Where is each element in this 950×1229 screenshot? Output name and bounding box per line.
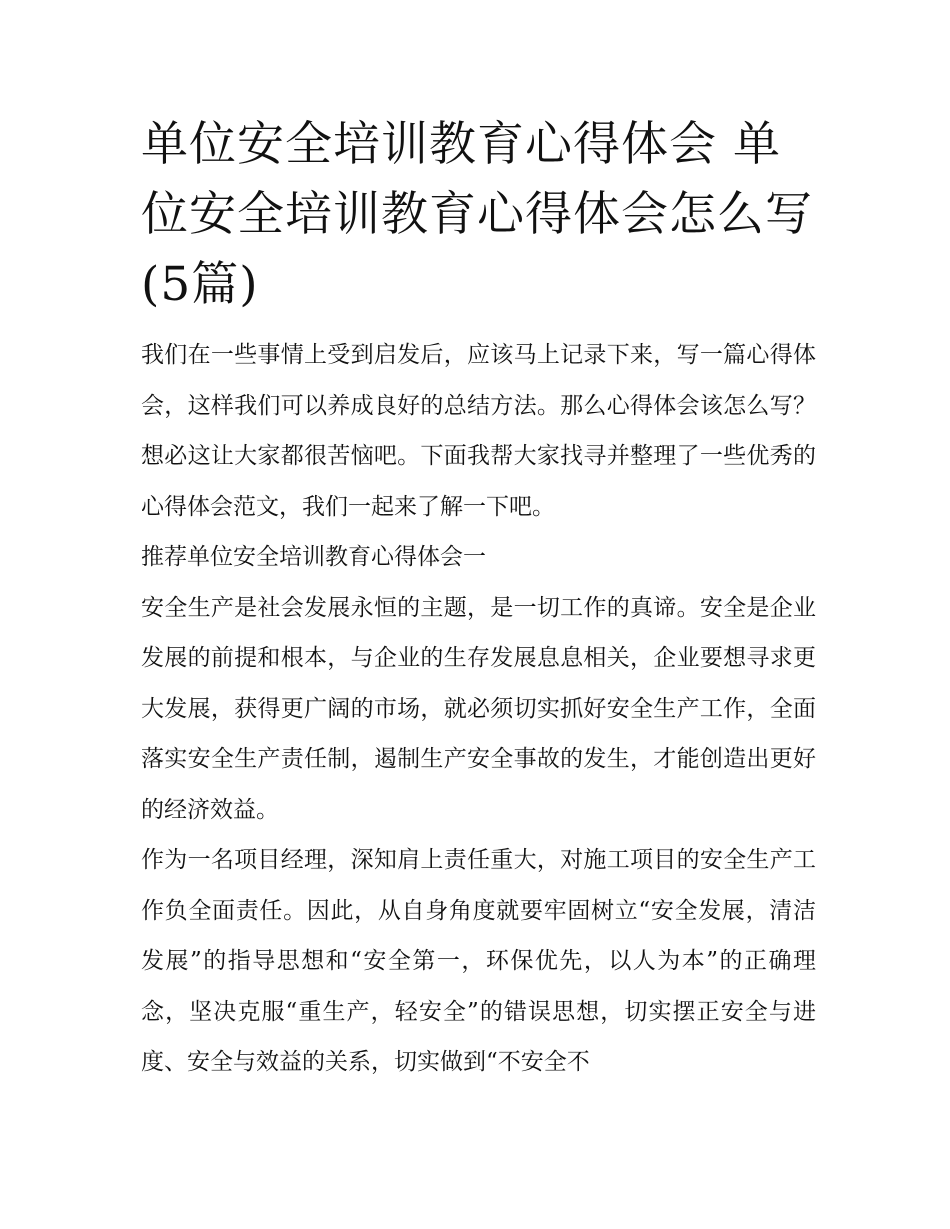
document-title: 单位安全培训教育心得体会 单位安全培训教育心得体会怎么写(5篇): [141, 117, 813, 312]
body-paragraph: 安全生产是社会发展永恒的主题，是一切工作的真谛。安全是企业发展的前提和根本，与企业的生存发展息息相关，企业要想寻求更大发展，获得更广阔的市场，就必须切实抓好安全生产工作，全面落实安全生产责任制，遏制生产安全事故的发生，才能创造出更好的经济效益。: [141, 594, 816, 823]
body-paragraph: 作为一名项目经理，深知肩上责任重大，对施工项目的安全生产工作负全面责任。因此，从自身角度就要牢固树立“安全发展，清洁发展”的指导思想和“安全第一，环保优先，以人为本”的正确理念，坚决克服“重生产，轻安全”的错误思想，切实摆正安全与进度、安全与效益的关系，切实做到“不安全不: [141, 847, 816, 1075]
section-heading: 推荐单位安全培训教育心得体会一: [141, 544, 486, 570]
intro-paragraph: 我们在一些事情上受到启发后，应该马上记录下来，写一篇心得体会，这样我们可以养成良好的总结方法。那么心得体会该怎么写？想必这让大家都很苦恼吧。下面我帮大家找寻并整理了一些优秀的心得体会范文，我们一起来了解一下吧。: [141, 342, 816, 520]
document-page: [141, 110, 816, 1088]
